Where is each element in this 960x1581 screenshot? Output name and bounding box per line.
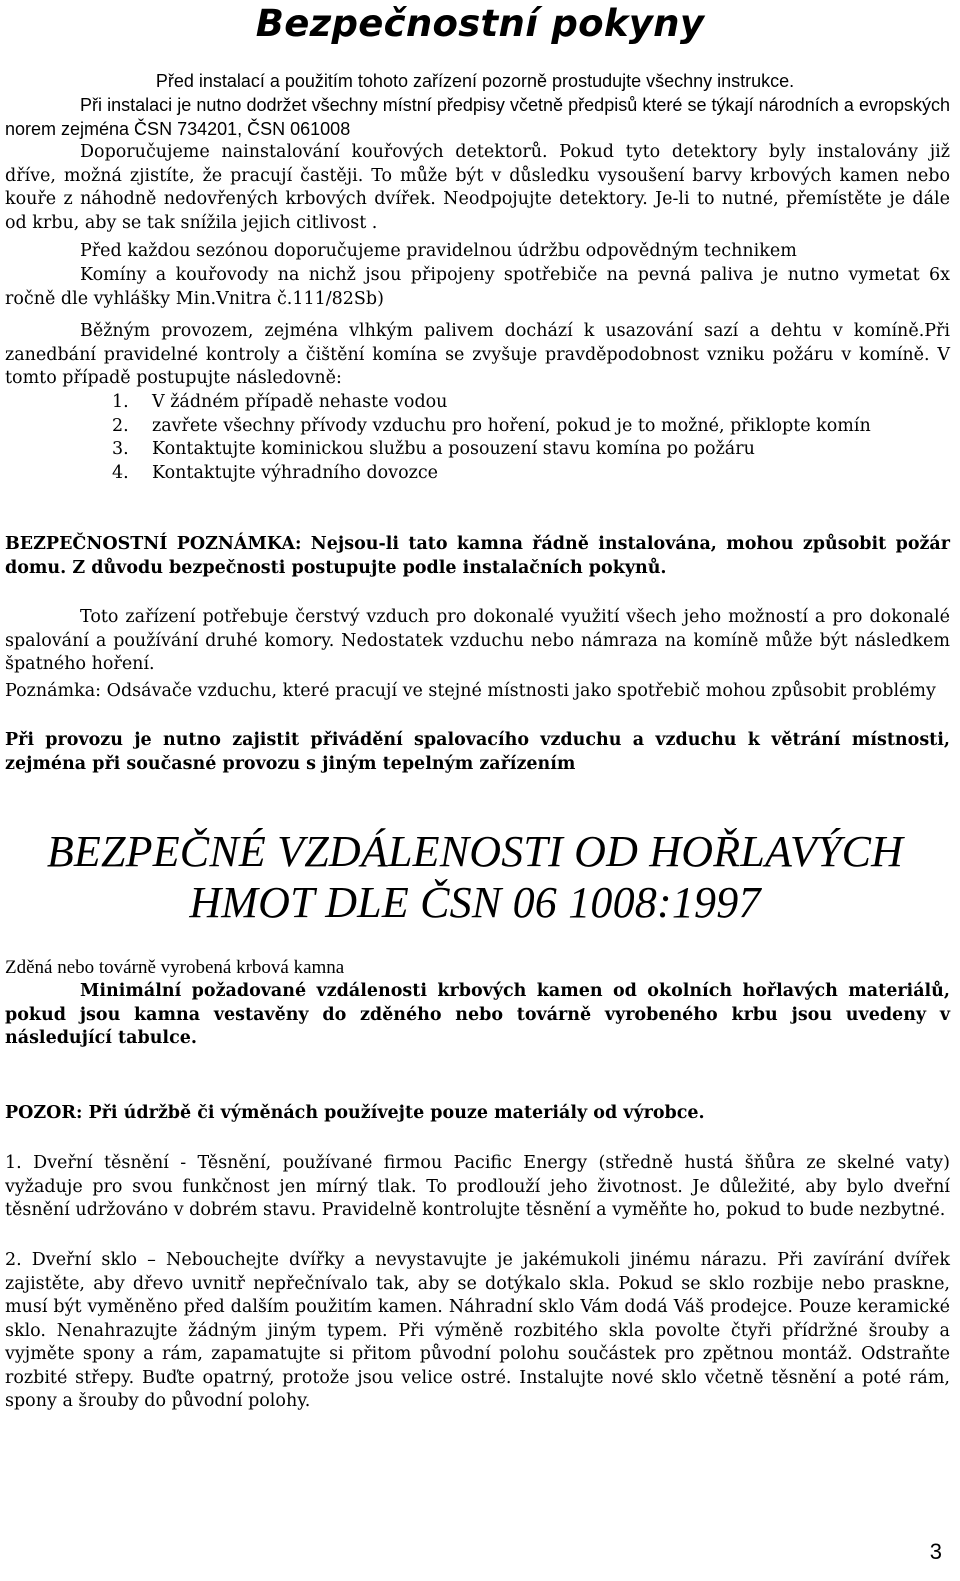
door-seal-item: 1. Dveřní těsnění - Těsnění, používané firmou Pacific Energy (středně hustá šňůra ze skelné vaty) vyžaduje pro svou funkčnost jen mírný tlak. To prodlouží jeho životnost. Je důležité, aby bylo dveřní těsnění udržováno v dobrém stavu. Pravidelně kontrolujte těsnění a vyměňte ho, pokud to bude nezbytné. xyxy=(5,1153,950,1220)
intro-line-2: Při instalaci je nutno dodržet všechny místní předpisy včetně předpisů které se týkají národních a evropských norem zejména ČSN 734201, ČSN 061008 xyxy=(5,95,950,139)
list-item: 4. Kontaktujte výhradního dovozce xyxy=(112,462,438,483)
soot-paragraph: Běžným provozem, zejména vlhkým palivem dochází k usazování sazí a dehtu v komíně.Při zanedbání pravidelné kontroly a čištění komína se zvyšuje pravděpodobnost vzniku požáru v komíně. V tomto případě postupujte následovně: xyxy=(5,321,950,388)
list-item: 3. Kontaktujte kominickou službu a posouzení stavu komína po požáru xyxy=(112,439,755,459)
extractor-note: Poznámka: Odsávače vzduchu, které pracují ve stejné místnosti jako spotřebič mohou způsobit problémy xyxy=(5,681,936,701)
fire-steps-list xyxy=(0,391,950,485)
operation-note: Při provozu je nutno zajistit přivádění spalovacího vzduchu a vzduchu k větrání místnosti, zejména při současné provozu s jiným tepelným zařízením xyxy=(5,730,950,774)
list-item: 1. V žádném případě nehaste vodou xyxy=(112,392,448,412)
detectors-paragraph: Doporučujeme nainstalování kouřových detektorů. Pokud tyto detektory byly instalovány již dříve, možná zjistíte, že pracují častěji. To může být v důsledku vysoušení barvy krbových kamen nebo kouře z náhodně nedovřených krbových dvířek. Neodpojujte detektory. Je-li to nutné, přemístěte je dále od krbu, aby se tak snížila jejich citlivost . xyxy=(5,142,950,233)
fresh-air-paragraph: Toto zařízení potřebuje čerstvý vzduch pro dokonalé využití všech jeho možností a pro dokonalé spalování a používání druhé komory. Nedostatek vzduchu nebo námraza na komíně může být následkem špatného hoření. xyxy=(5,607,950,674)
page-title: Bezpečnostní pokyny xyxy=(255,2,705,45)
maintenance-paragraph: Před každou sezónou doporučujeme pravidelnou údržbu odpovědným technikem xyxy=(80,241,797,261)
distances-heading-line-1: BEZPEČNÉ VZDÁLENOSTI OD HOŘLAVÝCH xyxy=(46,827,904,876)
warning-note: POZOR: Při údržbě či výměnách používejte pouze materiály od výrobce. xyxy=(5,1103,705,1123)
page-number: 3 xyxy=(929,1539,942,1564)
door-glass-item: 2. Dveřní sklo – Nebouchejte dvířky a nevystavujte je jakémukoli jinému nárazu. Při zavírání dvířek zajistěte, aby dřevo uvnitř nepřečnívalo tak, aby se dotýkalo skla. Pokud se sklo rozbije nebo praskne, musí být vyměněno před dalším použitím kamen. Náhradní sklo Vám dodá Váš prodejce. Pouze keramické sklo. Nenahrazujte žádným jiným typem. Při výměně rozbitého skla povolte čtyři přídržné šrouby a vyjměte spony a rám, zapamatujte si přitom původní polohu součástek pro zpětnou montáž. Odstraňte rozbité střepy. Buďte opatrný, protože jsou velice ostré. Instalujte nové sklo včetně těsnění a poté rám, spony a šrouby do původní polohy. xyxy=(5,1250,950,1411)
chimneys-paragraph: Komíny a kouřovody na nichž jsou připojeny spotřebiče na pevná paliva je nutno vymetat 6x ročně dle vyhlášky Min.Vnitra č.111/82Sb) xyxy=(5,265,950,309)
safety-note: BEZPEČNOSTNÍ POZNÁMKA: Nejsou-li tato kamna řádně instalována, mohou způsobit požár domu. Z důvodu bezpečnosti postupujte podle instalačních pokynů. xyxy=(5,534,950,578)
list-item: 2. zavřete všechny přívody vzduchu pro hoření, pokud je to možné, přiklopte komín xyxy=(112,415,871,436)
subheading: Zděná nebo továrně vyrobená krbová kamna xyxy=(5,957,345,978)
distances-heading-line-2: HMOT DLE ČSN 06 1008:1997 xyxy=(189,878,761,927)
min-distances-paragraph: Minimální požadované vzdálenosti krbových kamen od okolních hořlavých materiálů, pokud jsou kamna vestavěny do zděného nebo továrně vyrobeného krbu jsou uvedeny v následující tabulce. xyxy=(5,981,950,1048)
intro-line-1: Před instalací a použitím tohoto zařízení pozorně prostudujte všechny instrukce. xyxy=(155,71,795,91)
